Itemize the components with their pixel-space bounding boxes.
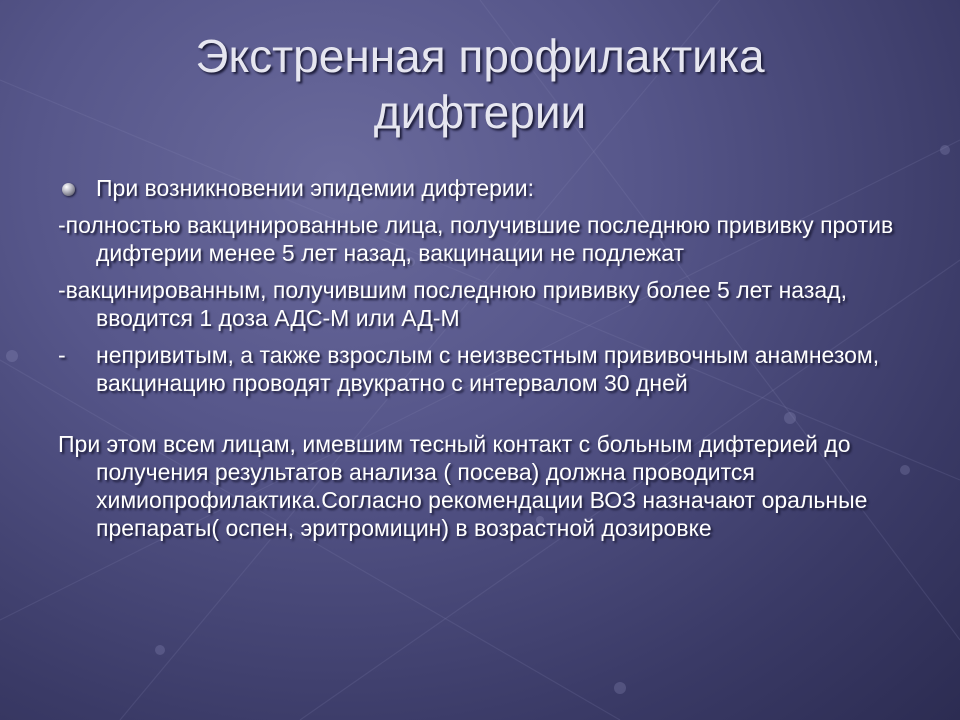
list-item-text: -полностью вакцинированные лица, получившие последнюю прививку против дифтерии менее 5 лет назад, вакцинации не подлежат (58, 212, 894, 266)
list-item-text: -вакцинированным, получившим последнюю прививку более 5 лет назад, вводится 1 доза АДС-М или АД-М (58, 277, 847, 331)
list-item-vaccinated-under-5 (58, 211, 918, 267)
list-item-dash: - (58, 342, 66, 368)
sphere-bullet-icon (62, 183, 75, 196)
spacer (58, 406, 918, 430)
intro-item (58, 174, 918, 202)
list-item-text: непривитым, а также взрослым с неизвестным прививочным анамнезом, вакцинацию проводят двукратно с интервалом 30 дней (96, 342, 880, 396)
slide-body (58, 174, 918, 551)
list-item-unvaccinated (58, 341, 918, 397)
conclusion-paragraph (58, 430, 918, 542)
slide-title (60, 28, 900, 140)
list-item-vaccinated-over-5 (58, 276, 918, 332)
title-line-1: Экстренная профилактика (195, 30, 765, 82)
conclusion-text: При этом всем лицам, имевшим тесный контакт с больным дифтерией до получения результатов анализа ( посева) должна проводится химиопрофилактика.Согласно рекомендации ВОЗ назначают оральные препараты( оспен, эритромицин) в возрастной дозировке (58, 431, 868, 541)
intro-text: При возникновении эпидемии дифтерии: (96, 175, 535, 201)
title-line-2: дифтерии (373, 86, 587, 138)
